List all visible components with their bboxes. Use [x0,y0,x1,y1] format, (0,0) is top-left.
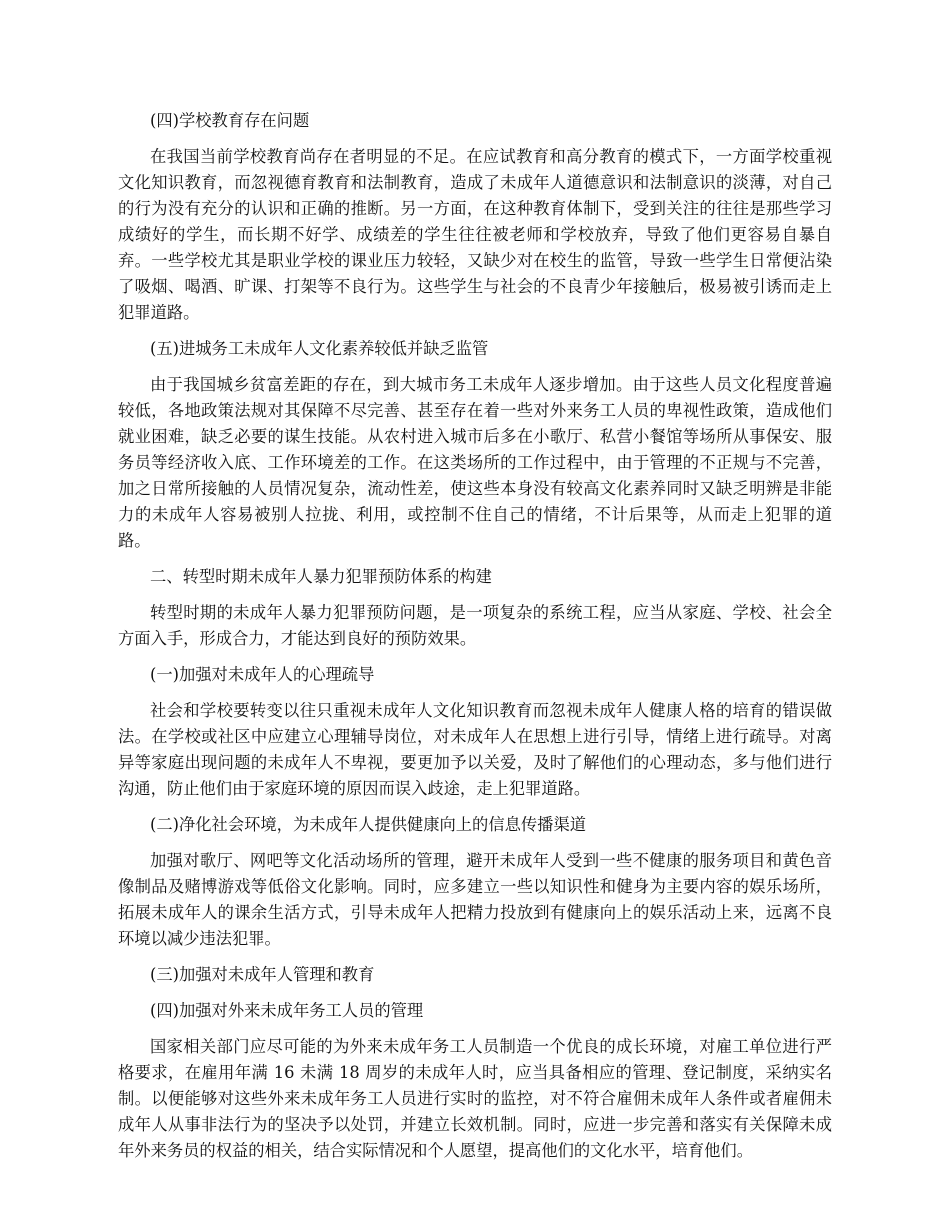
paragraph-psychological-guidance: 社会和学校要转变以往只重视未成年人文化知识教育而忽视未成年人健康人格的培育的错误做法。在学校或社区中应建立心理辅导岗位，对未成年人在思想上进行引导，情绪上进行疏导。对离异等家庭出现问题的未成年人不卑视，要更加予以关爱，及时了解他们的心理动态，多与他们进行沟通，防止他们由于家庭环境的原因而误入歧途，走上犯罪道路。 [118,701,832,798]
section-heading-prevention-system: 二、转型时期未成年人暴力犯罪预防体系的构建 [150,567,492,586]
paragraph-prevention-system: 转型时期的未成年人暴力犯罪预防问题，是一项复杂的系统工程，应当从家庭、学校、社会全方面入手，形成合力，才能达到良好的预防效果。 [118,603,832,648]
paragraph-social-environment: 加强对歌厅、网吧等文化活动场所的管理，避开未成年人受到一些不健康的服务项目和黄色音像制品及赌博游戏等低俗文化影响。同时，应多建立一些以知识性和健身为主要内容的娱乐场所，拓展未成年人的课余生活方式，引导未成年人把精力投放到有健康向上的娱乐活动上来，远离不良环境以减少违法犯罪。 [118,851,832,948]
section-heading-migrant-youth: (五)进城务工未成年人文化素养较低并缺乏监管 [150,339,489,358]
section-heading-management-education: (三)加强对未成年人管理和教育 [150,965,375,984]
section-heading-migrant-workers-management: (四)加强对外来未成年务工人员的管理 [150,1001,424,1020]
paragraph-migrant-youth: 由于我国城乡贫富差距的存在，到大城市务工未成年人逐步增加。由于这些人员文化程度普遍较低，各地政策法规对其保障不尽完善、甚至存在着一些对外来务工人员的卑视性政策，造成他们就业困难，缺乏必要的谋生技能。从农村进入城市后多在小歌厅、私营小餐馆等场所从事保安、服务员等经济收入底、工作环境差的工作。在这类场所的工作过程中，由于管理的不正规与不完善，加之日常所接触的人员情况复杂，流动性差，使这些本身没有较高文化素养同时又缺乏明辨是非能力的未成年人容易被别人拉拢、利用，或控制不住自己的情绪，不计后果等，从而走上犯罪的道路。 [118,375,832,550]
paragraph-school-education: 在我国当前学校教育尚存在者明显的不足。在应试教育和高分教育的模式下，一方面学校重视文化知识教育，而忽视德育教育和法制教育，造成了未成年人道德意识和法制意识的淡薄，对自己的行为没有充分的认识和正确的推断。另一方面，在这种教育体制下，受到关注的往往是那些学习成绩好的学生，而长期不好学、成绩差的学生往往被老师和学校放弃，导致了他们更容易自暴自弃。一些学校尤其是职业学校的课业压力较轻，又缺少对在校生的监管，导致一些学生日常便沾染了吸烟、喝酒、旷课、打架等不良行为。这些学生与社会的不良青少年接触后，极易被引诱而走上犯罪道路。 [118,147,832,322]
paragraph-migrant-workers-management: 国家相关部门应尽可能的为外来未成年务工人员制造一个优良的成长环境，对雇工单位进行严格要求，在雇用年满 16 未满 18 周岁的未成年人时，应当具备相应的管理、登记制度，采纳实名制。以便能够对这些外来未成年务工人员进行实时的监控，对不符合雇佣未成年人条件或者雇佣未成年人从事非法行为的坚决予以处罚，并建立长效机制。同时，应进一步完善和落实有关保障未成年外来务员的权益的相关，结合实际情况和个人愿望，提高他们的文化水平，培育他们。 [118,1037,832,1160]
section-heading-school-education: (四)学校教育存在问题 [150,111,310,130]
section-heading-social-environment: (二)净化社会环境，为未成年人提供健康向上的信息传播渠道 [150,815,587,834]
section-heading-psychological-guidance: (一)加强对未成年人的心理疏导 [150,665,375,684]
